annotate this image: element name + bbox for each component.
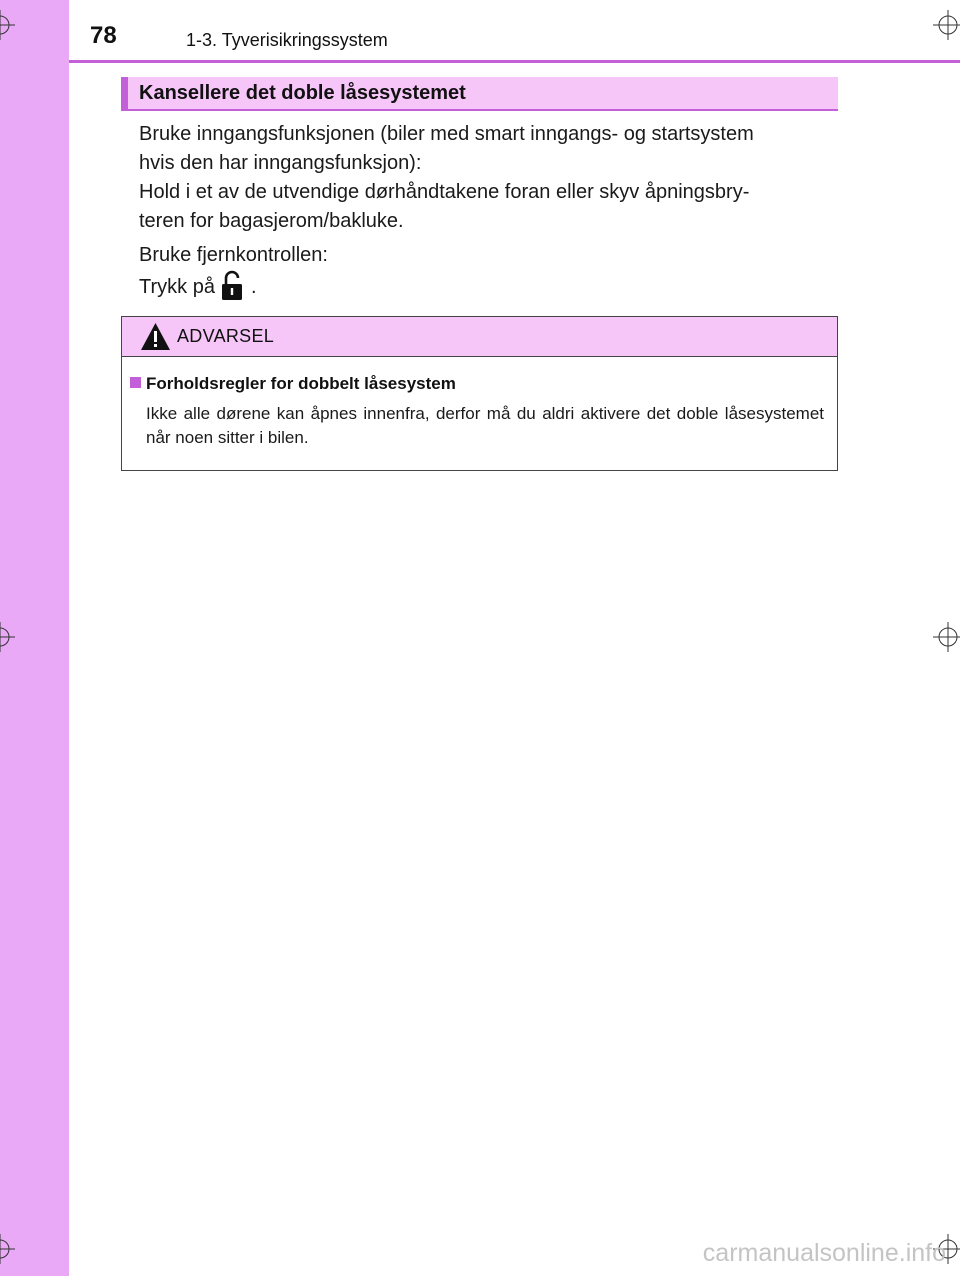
section-title: Kansellere det doble låsesystemet: [139, 82, 466, 104]
warning-triangle-icon: [140, 322, 171, 351]
crosshair-mark-icon: [0, 1234, 15, 1264]
warning-item-title: Forholdsregler for dobbelt låsesystem: [146, 374, 456, 393]
crosshair-mark-icon: [0, 622, 15, 652]
paragraph-remote-control: [139, 241, 839, 302]
crosshair-mark-icon: [0, 10, 15, 40]
period-text: .: [250, 276, 257, 298]
paragraph-line: Hold i et av de utvendige dørhåndtakene foran eller skyv åpningsbry-: [139, 181, 750, 203]
watermark-text: carmanualsonline.info: [702, 1239, 946, 1267]
paragraph-entry-function: [139, 120, 839, 236]
section-title-bar: [121, 77, 838, 111]
paragraph-line: Bruke inngangsfunksjonen (biler med smart inngangs- og startsystem: [139, 123, 754, 145]
header-divider: [69, 60, 960, 63]
press-text: Trykk på: [139, 276, 215, 298]
unlock-icon: [221, 270, 243, 301]
crosshair-mark-icon: [933, 622, 960, 652]
warning-label: ADVARSEL: [177, 326, 275, 346]
warning-box: [121, 316, 838, 471]
paragraph-line: Bruke fjernkontrollen:: [139, 244, 328, 266]
paragraph-line: teren for bagasjerom/bakluke.: [139, 210, 404, 232]
paragraph-line-with-icon: [139, 270, 839, 302]
page-number: 78: [90, 22, 117, 49]
bullet-square-icon: [130, 377, 141, 388]
warning-header: [122, 317, 837, 357]
paragraph-line: hvis den har inngangsfunksjon):: [139, 152, 422, 174]
warning-item-body: Ikke alle dørene kan åpnes innenfra, derfor må du aldri aktivere det doble låsesystemet når noen sitter i bilen.: [146, 404, 824, 447]
crosshair-mark-icon: [933, 10, 960, 40]
section-header: 1-3. Tyverisikringssystem: [186, 30, 388, 50]
